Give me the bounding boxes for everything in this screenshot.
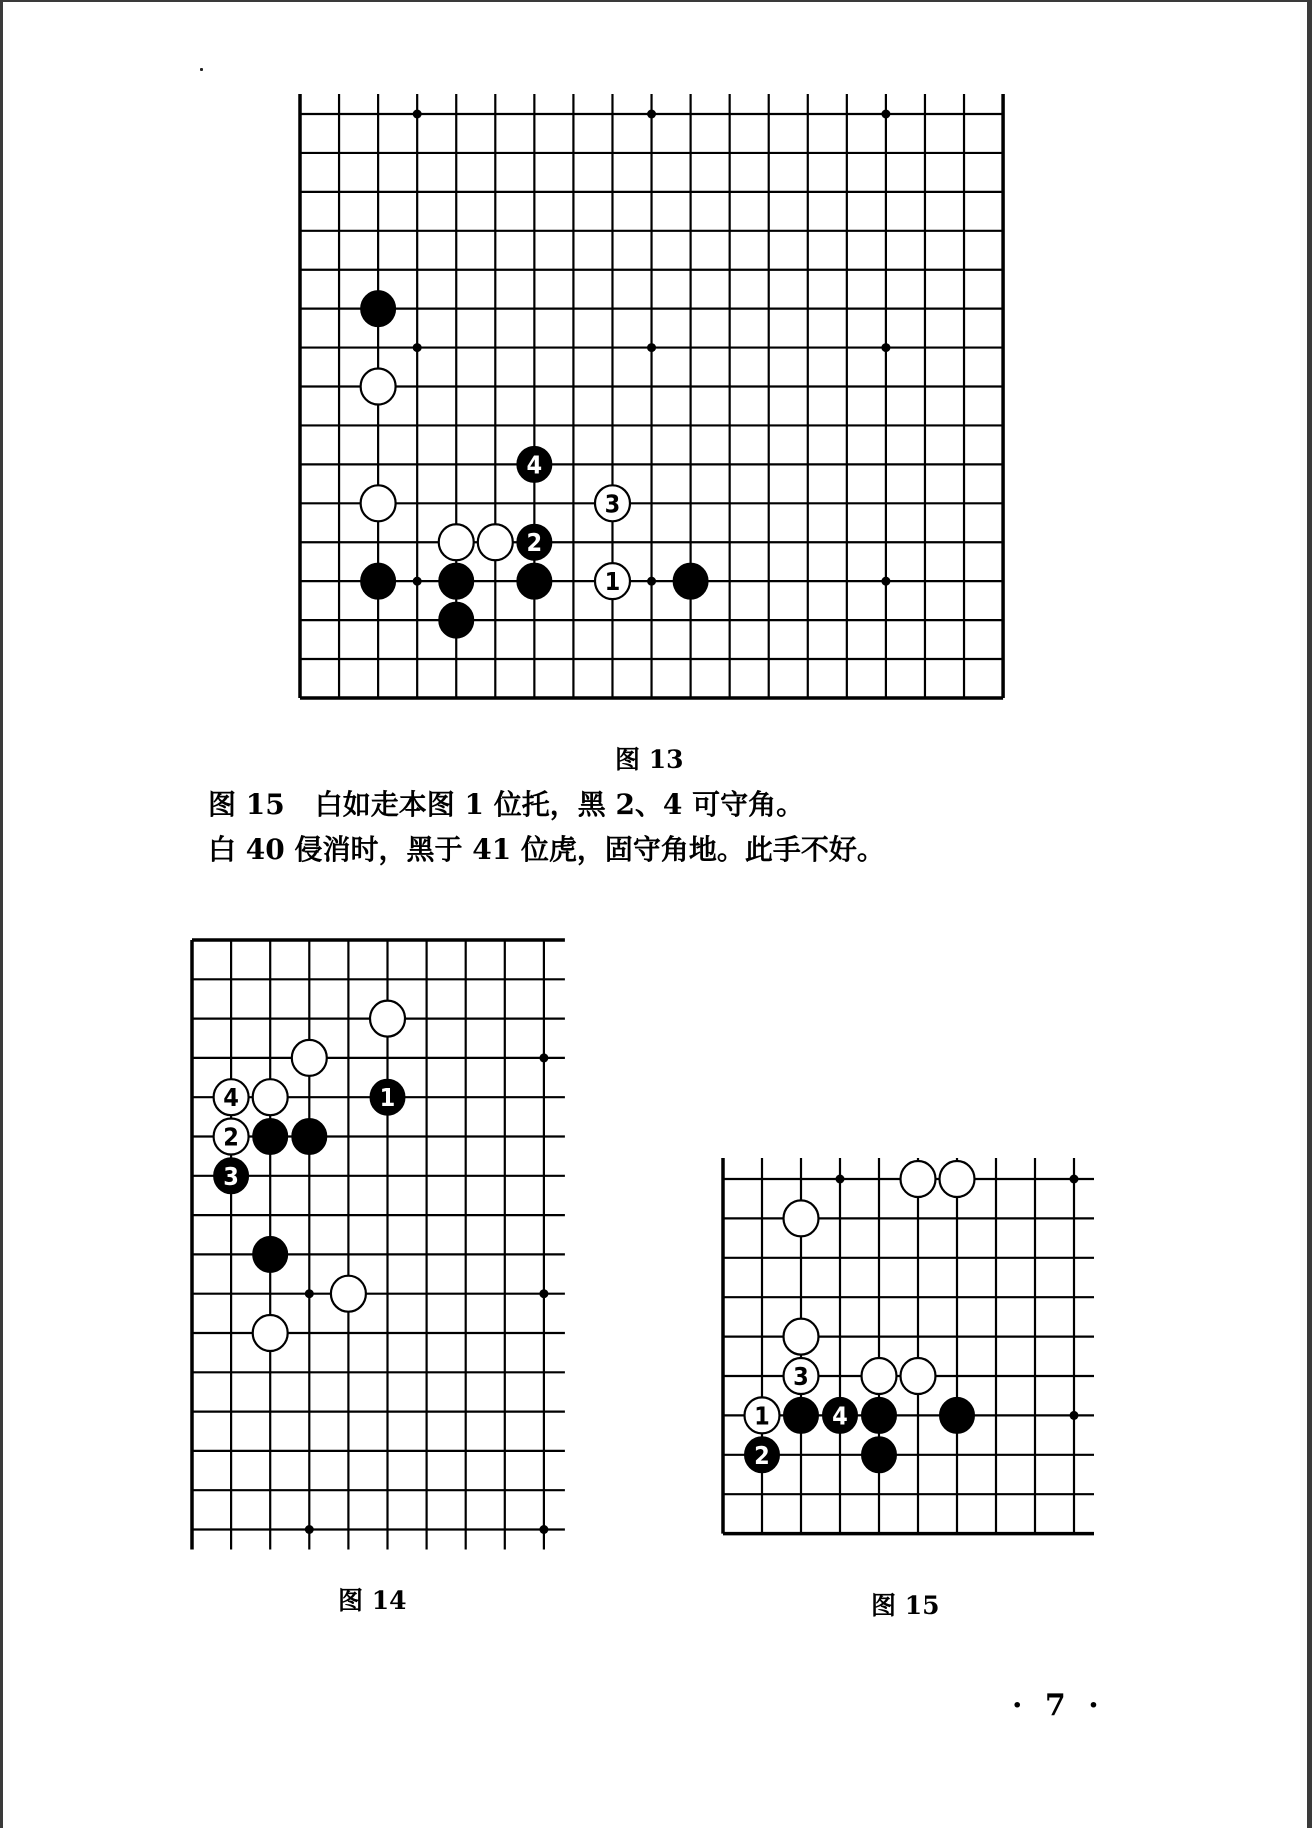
board-svg bbox=[701, 1157, 1096, 1556]
star-point-icon bbox=[539, 1289, 548, 1298]
page-border-left bbox=[0, 0, 3, 1828]
stone-move-number: 4 bbox=[526, 450, 543, 480]
stone-move-number: 4 bbox=[832, 1401, 848, 1431]
star-point-icon bbox=[881, 343, 890, 352]
body-text-line-1-content: 白如走本图 1 位托，黑 2、4 可守角。 bbox=[314, 788, 805, 821]
black-stone-2 bbox=[517, 524, 552, 560]
white-stone-4 bbox=[214, 1079, 249, 1115]
white-stone bbox=[862, 1358, 897, 1394]
white-stone bbox=[784, 1319, 819, 1355]
star-point-icon bbox=[413, 577, 422, 586]
white-stone-1 bbox=[595, 563, 630, 599]
white-stone bbox=[253, 1315, 288, 1351]
go-diagram-13 bbox=[278, 92, 1025, 720]
black-stone bbox=[673, 563, 708, 599]
body-text-line-1 bbox=[208, 788, 804, 822]
stone-move-number: 1 bbox=[604, 567, 621, 597]
white-stone bbox=[361, 485, 396, 521]
star-point-icon bbox=[647, 577, 656, 586]
stone-move-number: 2 bbox=[754, 1440, 770, 1470]
stone-move-number: 4 bbox=[223, 1083, 239, 1113]
black-stone bbox=[292, 1119, 327, 1155]
black-stone bbox=[439, 563, 474, 599]
stone-move-number: 3 bbox=[223, 1161, 239, 1191]
star-point-icon bbox=[539, 1053, 548, 1062]
white-stone bbox=[439, 524, 474, 560]
star-point-icon bbox=[1070, 1175, 1079, 1184]
white-stone bbox=[331, 1276, 366, 1312]
black-stone bbox=[862, 1397, 897, 1433]
black-stone-4 bbox=[517, 446, 552, 482]
star-point-icon bbox=[305, 1289, 314, 1298]
white-stone bbox=[361, 369, 396, 405]
black-stone-3 bbox=[214, 1158, 249, 1194]
figure-caption-15: 图 15 bbox=[871, 1591, 940, 1620]
star-point-icon bbox=[881, 577, 890, 586]
stone-move-number: 2 bbox=[223, 1122, 239, 1152]
white-stone bbox=[253, 1079, 288, 1115]
page-number: · 7 · bbox=[1012, 1688, 1105, 1723]
scan-speck bbox=[200, 68, 203, 71]
figure-caption-14: 图 14 bbox=[338, 1586, 407, 1615]
board-svg bbox=[170, 918, 566, 1552]
star-point-icon bbox=[413, 110, 422, 119]
go-diagram-15 bbox=[701, 1157, 1096, 1556]
star-point-icon bbox=[881, 110, 890, 119]
stone-move-number: 2 bbox=[526, 528, 543, 558]
white-stone-1 bbox=[745, 1397, 780, 1433]
black-stone-1 bbox=[370, 1079, 405, 1115]
figure-reference: 图 15 bbox=[208, 788, 285, 821]
figure-caption-13: 图 13 bbox=[615, 745, 684, 774]
star-point-icon bbox=[413, 343, 422, 352]
white-stone bbox=[901, 1358, 936, 1394]
star-point-icon bbox=[836, 1175, 845, 1184]
stone-move-number: 1 bbox=[754, 1401, 770, 1431]
white-stone bbox=[940, 1161, 975, 1197]
page-border-right bbox=[1307, 0, 1312, 1828]
star-point-icon bbox=[305, 1525, 314, 1534]
black-stone-4 bbox=[823, 1397, 858, 1433]
page-border-top bbox=[0, 0, 1312, 2]
black-stone bbox=[784, 1397, 819, 1433]
black-stone bbox=[253, 1236, 288, 1272]
go-diagram-14 bbox=[170, 918, 566, 1552]
star-point-icon bbox=[1070, 1411, 1079, 1420]
white-stone-3 bbox=[595, 485, 630, 521]
black-stone bbox=[862, 1437, 897, 1473]
black-stone bbox=[439, 602, 474, 638]
black-stone bbox=[361, 563, 396, 599]
board-svg bbox=[278, 92, 1025, 720]
body-text-line-2: 白 40 侵消时，黑于 41 位虎，固守角地。此手不好。 bbox=[208, 833, 885, 866]
star-point-icon bbox=[647, 343, 656, 352]
white-stone bbox=[784, 1200, 819, 1236]
star-point-icon bbox=[647, 110, 656, 119]
white-stone bbox=[901, 1161, 936, 1197]
black-stone bbox=[361, 291, 396, 327]
white-stone-3 bbox=[784, 1358, 819, 1394]
white-stone-2 bbox=[214, 1119, 249, 1155]
stone-move-number: 3 bbox=[604, 489, 621, 519]
stone-move-number: 3 bbox=[793, 1362, 809, 1391]
black-stone bbox=[517, 563, 552, 599]
stone-move-number: 1 bbox=[379, 1083, 396, 1113]
white-stone bbox=[370, 1001, 405, 1037]
black-stone-2 bbox=[745, 1437, 780, 1473]
white-stone bbox=[292, 1040, 327, 1076]
star-point-icon bbox=[539, 1525, 548, 1534]
white-stone bbox=[478, 524, 513, 560]
black-stone bbox=[940, 1397, 975, 1433]
black-stone bbox=[253, 1119, 288, 1155]
